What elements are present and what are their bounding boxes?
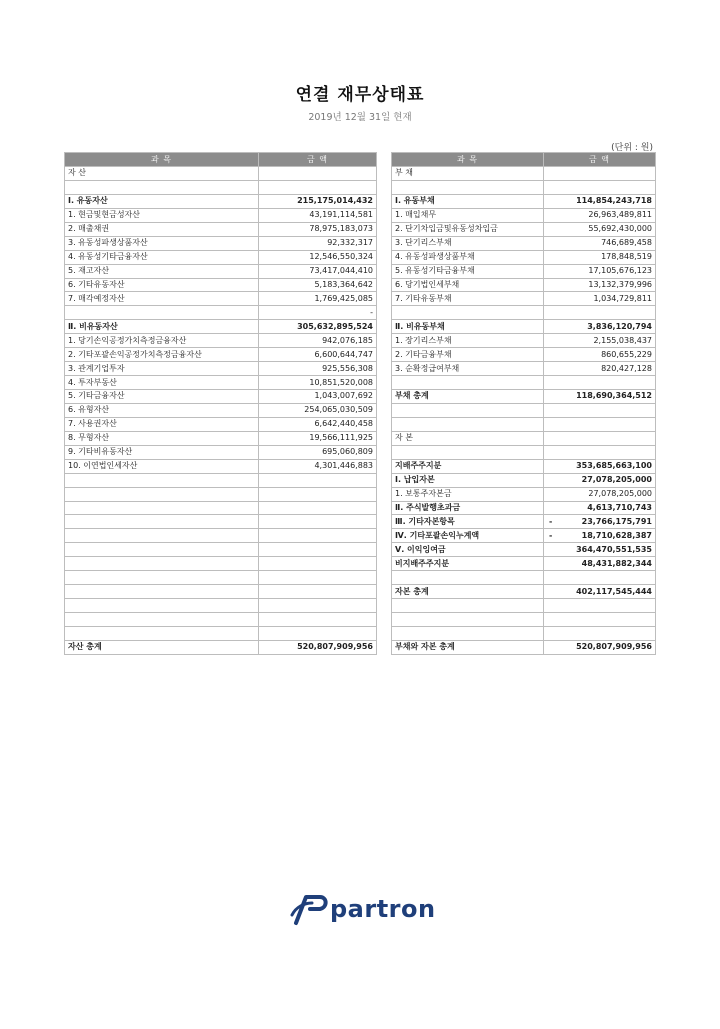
assets-account-cell: 자산 총계 [65, 640, 259, 654]
liabilities-account-cell: 2. 단기차입금및유동성차입금 [392, 222, 544, 236]
liabilities-account-cell: 1. 보통주자본금 [392, 487, 544, 501]
liabilities-amount-cell [544, 362, 656, 376]
liabilities-amount-cell [544, 236, 656, 250]
assets-amount-value: 1,769,425,085 [314, 293, 373, 303]
assets-row [65, 626, 377, 640]
liabilities-row [392, 431, 656, 445]
assets-row [65, 250, 377, 264]
assets-amount-cell [259, 362, 377, 376]
assets-row [65, 348, 377, 362]
assets-row [65, 222, 377, 236]
liabilities-amount-cell [544, 571, 656, 585]
liabilities-amount-value: 1,034,729,811 [593, 293, 652, 303]
company-logo [290, 893, 460, 927]
liabilities-account-cell: Ⅳ. 기타포괄손익누계액 [392, 529, 544, 543]
liabilities-row [392, 390, 656, 404]
liabilities-account-header: 과 목 [392, 153, 544, 167]
assets-amount-cell [259, 529, 377, 543]
assets-amount-cell [259, 180, 377, 194]
assets-amount-cell [259, 487, 377, 501]
liabilities-account-cell [392, 306, 544, 320]
assets-amount-value: 43,191,114,581 [309, 210, 373, 220]
assets-account-cell: 7. 매각예정자산 [65, 292, 259, 306]
assets-account-cell [65, 306, 259, 320]
liabilities-row [392, 208, 656, 222]
assets-row [65, 264, 377, 278]
liabilities-row [392, 362, 656, 376]
liabilities-row [392, 473, 656, 487]
assets-amount-value: 520,807,909,956 [297, 642, 373, 652]
liabilities-account-cell [392, 445, 544, 459]
liabilities-amount-cell [544, 348, 656, 362]
liabilities-row [392, 501, 656, 515]
liabilities-row [392, 306, 656, 320]
liabilities-account-cell [392, 626, 544, 640]
liabilities-amount-cell [544, 180, 656, 194]
partron-logo-icon [290, 893, 330, 927]
assets-amount-value: 1,043,007,692 [314, 391, 373, 401]
assets-amount-cell [259, 501, 377, 515]
assets-amount-cell [259, 222, 377, 236]
liabilities-amount-cell [544, 403, 656, 417]
liabilities-amount-cell [544, 640, 656, 654]
liabilities-account-cell: Ⅴ. 이익잉여금 [392, 543, 544, 557]
liabilities-amount-cell [544, 390, 656, 404]
assets-row [65, 543, 377, 557]
assets-amount-cell [259, 459, 377, 473]
liabilities-row [392, 613, 656, 627]
liabilities-amount-cell [544, 599, 656, 613]
assets-row [65, 613, 377, 627]
assets-row [65, 459, 377, 473]
liabilities-account-cell: 6. 당기법인세부채 [392, 278, 544, 292]
liabilities-row [392, 515, 656, 529]
negative-sign: - [549, 516, 553, 526]
liabilities-amount-cell [544, 306, 656, 320]
assets-amount-cell [259, 167, 377, 181]
liabilities-amount-value: 520,807,909,956 [576, 642, 652, 652]
assets-amount-cell [259, 571, 377, 585]
assets-account-cell: 8. 무형자산 [65, 431, 259, 445]
assets-amount-cell [259, 599, 377, 613]
liabilities-amount-value: 26,963,489,811 [588, 210, 652, 220]
assets-row [65, 306, 377, 320]
liabilities-row [392, 194, 656, 208]
liabilities-account-cell: 4. 유동성파생상품부채 [392, 250, 544, 264]
liabilities-account-cell: Ⅱ. 비유동부채 [392, 320, 544, 334]
liabilities-amount-value: 3,836,120,794 [587, 321, 652, 331]
assets-amount-value: 10,851,520,008 [309, 377, 373, 387]
liabilities-row [392, 334, 656, 348]
liabilities-amount-value: 48,431,882,344 [581, 558, 652, 568]
assets-amount-value: 73,417,044,410 [309, 266, 373, 276]
liabilities-account-cell: 부 채 [392, 167, 544, 181]
assets-amount-value: 254,065,030,509 [304, 405, 373, 415]
assets-account-cell [65, 515, 259, 529]
liabilities-account-cell: 1. 매입채무 [392, 208, 544, 222]
assets-amount-cell [259, 236, 377, 250]
assets-row [65, 473, 377, 487]
liabilities-row [392, 487, 656, 501]
liabilities-row [392, 403, 656, 417]
assets-account-cell: Ⅱ. 비유동자산 [65, 320, 259, 334]
assets-amount-cell [259, 585, 377, 599]
assets-row [65, 599, 377, 613]
liabilities-row [392, 417, 656, 431]
liabilities-row [392, 543, 656, 557]
assets-account-cell [65, 501, 259, 515]
assets-row [65, 431, 377, 445]
liabilities-amount-cell [544, 278, 656, 292]
assets-row [65, 362, 377, 376]
liabilities-row [392, 599, 656, 613]
liabilities-account-cell: 자본 총계 [392, 585, 544, 599]
assets-amount-cell [259, 194, 377, 208]
assets-account-cell [65, 180, 259, 194]
assets-amount-cell [259, 626, 377, 640]
assets-amount-cell [259, 250, 377, 264]
liabilities-amount-cell [544, 292, 656, 306]
assets-account-cell [65, 613, 259, 627]
assets-row [65, 501, 377, 515]
assets-row [65, 487, 377, 501]
liabilities-amount-value: 18,710,628,387 [581, 530, 652, 540]
assets-amount-value: 942,076,185 [322, 335, 373, 345]
liabilities-row [392, 167, 656, 181]
assets-row [65, 180, 377, 194]
assets-account-cell: 3. 유동성파생상품자산 [65, 236, 259, 250]
assets-row [65, 445, 377, 459]
assets-account-cell [65, 487, 259, 501]
assets-amount-cell [259, 264, 377, 278]
liabilities-row [392, 640, 656, 654]
assets-account-cell [65, 626, 259, 640]
assets-amount-cell [259, 292, 377, 306]
assets-amount-value: - [370, 307, 373, 317]
liabilities-amount-value: 114,854,243,718 [576, 196, 652, 206]
liabilities-account-cell: 3. 단기리스부채 [392, 236, 544, 250]
liabilities-amount-cell [544, 543, 656, 557]
liabilities-amount-cell [544, 557, 656, 571]
liabilities-amount-value: 27,078,205,000 [581, 475, 652, 485]
assets-amount-cell [259, 431, 377, 445]
liabilities-amount-cell [544, 417, 656, 431]
assets-amount-cell [259, 515, 377, 529]
assets-amount-cell [259, 334, 377, 348]
assets-account-cell: 2. 기타포괄손익공정가치측정금융자산 [65, 348, 259, 362]
liabilities-amount-cell [544, 626, 656, 640]
assets-account-cell: 6. 유형자산 [65, 403, 259, 417]
assets-account-cell: 5. 기타금융자산 [65, 390, 259, 404]
assets-row [65, 585, 377, 599]
liabilities-account-cell: Ⅲ. 기타자본항목 [392, 515, 544, 529]
assets-account-cell: 1. 현금및현금성자산 [65, 208, 259, 222]
liabilities-row [392, 264, 656, 278]
liabilities-account-cell [392, 403, 544, 417]
liabilities-amount-cell [544, 320, 656, 334]
assets-amount-cell [259, 320, 377, 334]
liabilities-amount-cell [544, 501, 656, 515]
assets-account-cell [65, 529, 259, 543]
assets-amount-header: 금 액 [259, 153, 377, 167]
assets-amount-value: 695,060,809 [322, 447, 373, 457]
liabilities-account-cell [392, 417, 544, 431]
liabilities-account-cell [392, 180, 544, 194]
liabilities-amount-value: 27,078,205,000 [588, 489, 652, 499]
assets-amount-value: 5,183,364,642 [314, 279, 373, 289]
liabilities-amount-cell [544, 459, 656, 473]
assets-amount-value: 12,546,550,324 [309, 252, 373, 262]
assets-account-cell: 2. 매출채권 [65, 222, 259, 236]
liabilities-amount-value: 55,692,430,000 [588, 224, 652, 234]
liabilities-row [392, 236, 656, 250]
liabilities-amount-cell [544, 529, 656, 543]
liabilities-account-cell: 부채와 자본 총계 [392, 640, 544, 654]
liabilities-account-cell: 1. 장기리스부채 [392, 334, 544, 348]
assets-account-cell [65, 557, 259, 571]
assets-row [65, 557, 377, 571]
liabilities-row [392, 529, 656, 543]
report-date: 2019년 12월 31일 현재 [308, 112, 412, 123]
liabilities-amount-cell [544, 445, 656, 459]
assets-amount-cell [259, 403, 377, 417]
liabilities-account-cell: 7. 기타유동부채 [392, 292, 544, 306]
assets-amount-cell [259, 278, 377, 292]
liabilities-account-cell: Ⅱ. 주식발행초과금 [392, 501, 544, 515]
liabilities-amount-value: 746,689,458 [601, 238, 652, 248]
assets-account-header: 과 목 [65, 153, 259, 167]
assets-amount-value: 4,301,446,883 [314, 461, 373, 471]
assets-account-cell: 4. 유동성기타금융자산 [65, 250, 259, 264]
assets-account-cell [65, 571, 259, 585]
liabilities-account-cell [392, 571, 544, 585]
liabilities-amount-value: 23,766,175,791 [581, 516, 652, 526]
assets-amount-cell [259, 445, 377, 459]
assets-row [65, 390, 377, 404]
liabilities-account-cell: 5. 유동성기타금융부채 [392, 264, 544, 278]
page-title: 연결 재무상태표 [295, 85, 425, 105]
assets-row [65, 292, 377, 306]
assets-amount-value: 925,556,308 [322, 363, 373, 373]
liabilities-account-cell: 비지배주주지분 [392, 557, 544, 571]
assets-row [65, 208, 377, 222]
assets-row [65, 640, 377, 654]
liabilities-amount-value: 178,848,519 [601, 252, 652, 262]
liabilities-amount-value: 4,613,710,743 [587, 502, 652, 512]
assets-table [64, 152, 377, 655]
liabilities-amount-cell [544, 515, 656, 529]
liabilities-row [392, 278, 656, 292]
assets-account-cell: 4. 투자부동산 [65, 376, 259, 390]
liabilities-row [392, 571, 656, 585]
liabilities-account-cell: Ⅰ. 납입자본 [392, 473, 544, 487]
assets-row [65, 167, 377, 181]
assets-amount-cell [259, 557, 377, 571]
liabilities-amount-value: 17,105,676,123 [588, 266, 652, 276]
liabilities-account-cell [392, 376, 544, 390]
liabilities-amount-cell [544, 250, 656, 264]
assets-account-cell: 10. 이연법인세자산 [65, 459, 259, 473]
assets-amount-value: 19,566,111,925 [309, 433, 373, 443]
liabilities-row [392, 250, 656, 264]
assets-row [65, 403, 377, 417]
liabilities-amount-cell [544, 473, 656, 487]
liabilities-row [392, 626, 656, 640]
liabilities-row [392, 445, 656, 459]
liabilities-amount-cell [544, 376, 656, 390]
assets-row [65, 376, 377, 390]
assets-amount-cell [259, 376, 377, 390]
liabilities-row [392, 557, 656, 571]
unit-label: (단위 : 원) [611, 143, 653, 153]
assets-row [65, 334, 377, 348]
assets-account-cell: 6. 기타유동자산 [65, 278, 259, 292]
liabilities-row [392, 459, 656, 473]
assets-row [65, 236, 377, 250]
liabilities-amount-cell [544, 487, 656, 501]
liabilities-amount-value: 353,685,663,100 [576, 461, 652, 471]
liabilities-amount-cell [544, 613, 656, 627]
liabilities-account-cell: 2. 기타금융부채 [392, 348, 544, 362]
assets-row [65, 515, 377, 529]
assets-amount-cell [259, 417, 377, 431]
assets-amount-cell [259, 613, 377, 627]
assets-row [65, 194, 377, 208]
assets-account-cell: 5. 재고자산 [65, 264, 259, 278]
liabilities-account-cell: Ⅰ. 유동부채 [392, 194, 544, 208]
assets-account-cell: 7. 사용권자산 [65, 417, 259, 431]
liabilities-row [392, 585, 656, 599]
assets-amount-cell [259, 306, 377, 320]
assets-amount-cell [259, 640, 377, 654]
assets-amount-cell [259, 473, 377, 487]
assets-amount-cell [259, 390, 377, 404]
liabilities-amount-value: 13,132,379,996 [588, 279, 652, 289]
assets-account-cell: Ⅰ. 유동자산 [65, 194, 259, 208]
assets-row [65, 529, 377, 543]
liabilities-row [392, 292, 656, 306]
assets-account-cell [65, 599, 259, 613]
liabilities-amount-value: 118,690,364,512 [576, 391, 652, 401]
assets-account-cell [65, 543, 259, 557]
liabilities-row [392, 320, 656, 334]
assets-amount-value: 78,975,183,073 [309, 224, 373, 234]
liabilities-amount-cell [544, 431, 656, 445]
liabilities-amount-cell [544, 222, 656, 236]
liabilities-amount-value: 364,470,551,535 [576, 544, 652, 554]
assets-account-cell: 자 산 [65, 167, 259, 181]
assets-row [65, 571, 377, 585]
assets-amount-value: 6,642,440,458 [314, 419, 373, 429]
assets-account-cell [65, 585, 259, 599]
liabilities-amount-value: 2,155,038,437 [593, 335, 652, 345]
liabilities-row [392, 222, 656, 236]
liabilities-row [392, 348, 656, 362]
liabilities-account-cell: 부채 총계 [392, 390, 544, 404]
liabilities-amount-cell [544, 194, 656, 208]
assets-amount-cell [259, 348, 377, 362]
assets-amount-value: 92,332,317 [327, 238, 373, 248]
liabilities-equity-table [391, 152, 656, 655]
liabilities-amount-value: 820,427,128 [601, 363, 652, 373]
liabilities-row [392, 180, 656, 194]
assets-account-cell: 1. 당기손익공정가치측정금융자산 [65, 334, 259, 348]
liabilities-amount-cell [544, 585, 656, 599]
assets-amount-cell [259, 208, 377, 222]
assets-row [65, 278, 377, 292]
assets-amount-cell [259, 543, 377, 557]
logo-wordmark: partron [330, 895, 436, 923]
liabilities-account-cell: 자 본 [392, 431, 544, 445]
assets-amount-value: 6,600,644,747 [314, 349, 373, 359]
liabilities-account-cell [392, 599, 544, 613]
assets-row [65, 417, 377, 431]
assets-account-cell [65, 473, 259, 487]
liabilities-amount-cell [544, 334, 656, 348]
liabilities-account-cell [392, 613, 544, 627]
liabilities-account-cell: 지배주주지분 [392, 459, 544, 473]
liabilities-amount-value: 402,117,545,444 [576, 586, 652, 596]
liabilities-account-cell: 3. 순확정급여부채 [392, 362, 544, 376]
liabilities-amount-cell [544, 264, 656, 278]
assets-amount-value: 215,175,014,432 [297, 196, 373, 206]
liabilities-amount-cell [544, 208, 656, 222]
liabilities-row [392, 376, 656, 390]
negative-sign: - [549, 530, 553, 540]
liabilities-amount-cell [544, 167, 656, 181]
liabilities-amount-value: 860,655,229 [601, 349, 652, 359]
assets-amount-value: 305,632,895,524 [297, 321, 373, 331]
assets-account-cell: 9. 기타비유동자산 [65, 445, 259, 459]
assets-row [65, 320, 377, 334]
assets-account-cell: 3. 관계기업투자 [65, 362, 259, 376]
liabilities-amount-header: 금 액 [544, 153, 656, 167]
